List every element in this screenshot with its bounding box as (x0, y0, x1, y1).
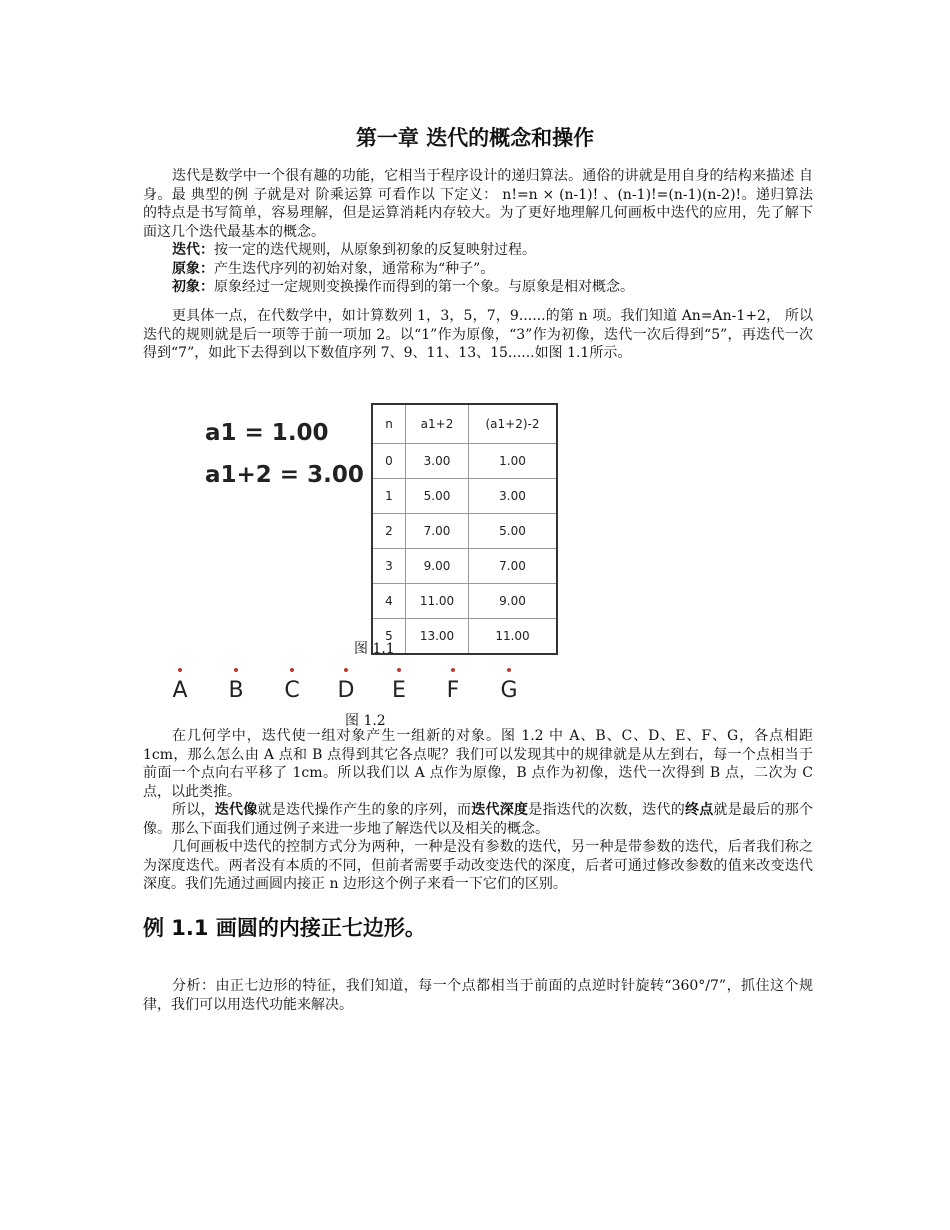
figure-1-2-caption: 图 1.2 (345, 713, 386, 729)
chapter-title: 第一章 迭代的概念和操作 (355, 126, 595, 150)
point-letter: C (284, 678, 300, 703)
term-endpoint: 终点 (685, 802, 714, 818)
point-dot (451, 668, 455, 672)
definition-item (172, 278, 812, 297)
definition-sep: ： (200, 242, 214, 258)
term-iteration-depth: 迭代深度 (471, 802, 529, 818)
definition-desc: 原象经过一定规则变换操作而得到的第一个象。与原象是相对概念。 (214, 279, 634, 295)
table-row (372, 444, 557, 479)
table-row (372, 619, 557, 655)
table-row (372, 584, 557, 619)
table-cell: 7.00 (469, 549, 558, 584)
point-letter: F (446, 678, 460, 703)
point-dot (178, 668, 182, 672)
table-cell: 11.00 (469, 619, 558, 655)
point-label (221, 668, 251, 703)
table-cell: 1 (372, 479, 406, 514)
intro-paragraph (143, 167, 813, 241)
table-cell: 5.00 (469, 514, 558, 549)
point-dot (397, 668, 401, 672)
definition-item (172, 241, 812, 260)
definition-desc: 按一定的迭代规则，从原象到初象的反复映射过程。 (214, 242, 536, 258)
point-letter: A (172, 678, 188, 703)
point-label (165, 668, 195, 703)
table-row (372, 479, 557, 514)
sequence-text: 更具体一点，在代数学中，如计算数列 1，3，5，7，9......的第 n 项。我们知道 An=An-1+2， 所以迭代的规则就是后一项等于前一项加 2。以“1”作为原像，“3”作为初像，迭代一次后得到“5”，再迭代一次得到“7”，如此下去得到以下数值序列 7、9、11、13、15......如图 1.1所示。 (143, 308, 813, 361)
table-cell: 3 (372, 549, 406, 584)
term-iteration-image: 迭代像 (214, 802, 258, 818)
definition-term: 原象 (172, 260, 200, 277)
table-cell: 3.00 (406, 444, 469, 479)
intro-text: 迭代是数学中一个很有趣的功能，它相当于程序设计的递归算法。通俗的讲就是用自身的结构来描述 自身。最 典型的例 子就是对 阶乘运算 可看作以 下定义： n!=n × (n-1)! 、(n-1)!=(n-1)(n-2)!。递归算法的特点是书写简单，容易理解，但是运算消耗内存较大。为了更好地理解几何画板中迭代的应用，先了解下面这几个迭代最基本的概念。 (143, 168, 813, 240)
definition-list (172, 241, 812, 297)
analysis-text: 分析：由正七边形的特征，我们知道，每一个点都相当于前面的点逆时针旋转“360°/7”，抓住这个规律，我们可以用迭代功能来解决。 (143, 978, 813, 1013)
definition-term: 迭代 (172, 242, 200, 258)
definition-sep: ： (200, 279, 214, 295)
definition-term: 初象 (172, 279, 200, 295)
point-label (494, 668, 524, 703)
terms-text (143, 801, 813, 838)
table-header: a1+2 (406, 404, 469, 444)
text-span: 就是迭代操作产生的象的序列，而 (257, 802, 472, 818)
point-letter: D (337, 678, 355, 703)
text-span: 就是最后的那个像。那么下面我们通过例子来进一步地了解迭代以及相关的概念。 (143, 802, 813, 837)
geometry-paragraph (143, 727, 813, 894)
point-dot (507, 668, 511, 672)
geometry-text: 在几何学中，迭代使一组对象产生一组新的对象。图 1.2 中 A、B、C、D、E、F、G，各点相距 1cm，那么怎么由 A 点和 B 点得到其它各点呢？我们可以发现其中的规律就是从左到右，每一个点相当于前面一个点向右平移了 1cm。所以我们以 A 点作为原像，B 点作为初像，迭代一次得到 B 点，二次为 C 点，以此类推。 (143, 728, 813, 800)
table-cell: 5 (372, 619, 406, 655)
table-cell: 2 (372, 514, 406, 549)
point-letter: B (228, 678, 244, 703)
analysis-paragraph (143, 977, 813, 1014)
table-header-row (372, 404, 557, 444)
table-row (372, 549, 557, 584)
table-row (372, 514, 557, 549)
sequence-paragraph (143, 307, 813, 363)
control-text: 几何画板中迭代的控制方式分为两种，一种是没有参数的迭代，另一种是带参数的迭代，后者我们称之为深度迭代。两者没有本质的不同，但前者需要手动改变迭代的深度，后者可通过修改参数的值来改变迭代深度。我们先通过画圆内接正 n 边形这个例子来看一下它们的区别。 (143, 839, 813, 892)
formula-a1: a1 = 1.00 (205, 420, 329, 446)
text-span: 所以， (172, 802, 215, 818)
table-cell: 11.00 (406, 584, 469, 619)
figure-1-1-caption: 图 1.1 (354, 641, 395, 657)
table-cell: 3.00 (469, 479, 558, 514)
definition-sep: ： (200, 260, 214, 277)
text-span: 是指迭代的次数，迭代的 (528, 802, 685, 818)
point-label (438, 668, 468, 703)
table-cell: 9.00 (469, 584, 558, 619)
point-label (331, 668, 361, 703)
example-title: 例 1.1 画圆的内接正七边形。 (143, 916, 426, 940)
table-cell: 7.00 (406, 514, 469, 549)
point-label (384, 668, 414, 703)
table-cell: 5.00 (406, 479, 469, 514)
point-label (277, 668, 307, 703)
table-cell: 4 (372, 584, 406, 619)
table-cell: 13.00 (406, 619, 469, 655)
definition-item (172, 260, 812, 279)
table-cell: 1.00 (469, 444, 558, 479)
iteration-table (371, 403, 558, 655)
point-dot (234, 668, 238, 672)
table-header: (a1+2)-2 (469, 404, 558, 444)
point-letter: E (392, 678, 406, 703)
table-cell: 0 (372, 444, 406, 479)
point-dot (344, 668, 348, 672)
formula-a1-plus-2: a1+2 = 3.00 (205, 462, 364, 488)
point-letter: G (500, 678, 518, 703)
table-cell: 9.00 (406, 549, 469, 584)
table-header: n (372, 404, 406, 444)
point-dot (290, 668, 294, 672)
definition-desc: 产生迭代序列的初始对象，通常称为“种子”。 (214, 260, 495, 277)
